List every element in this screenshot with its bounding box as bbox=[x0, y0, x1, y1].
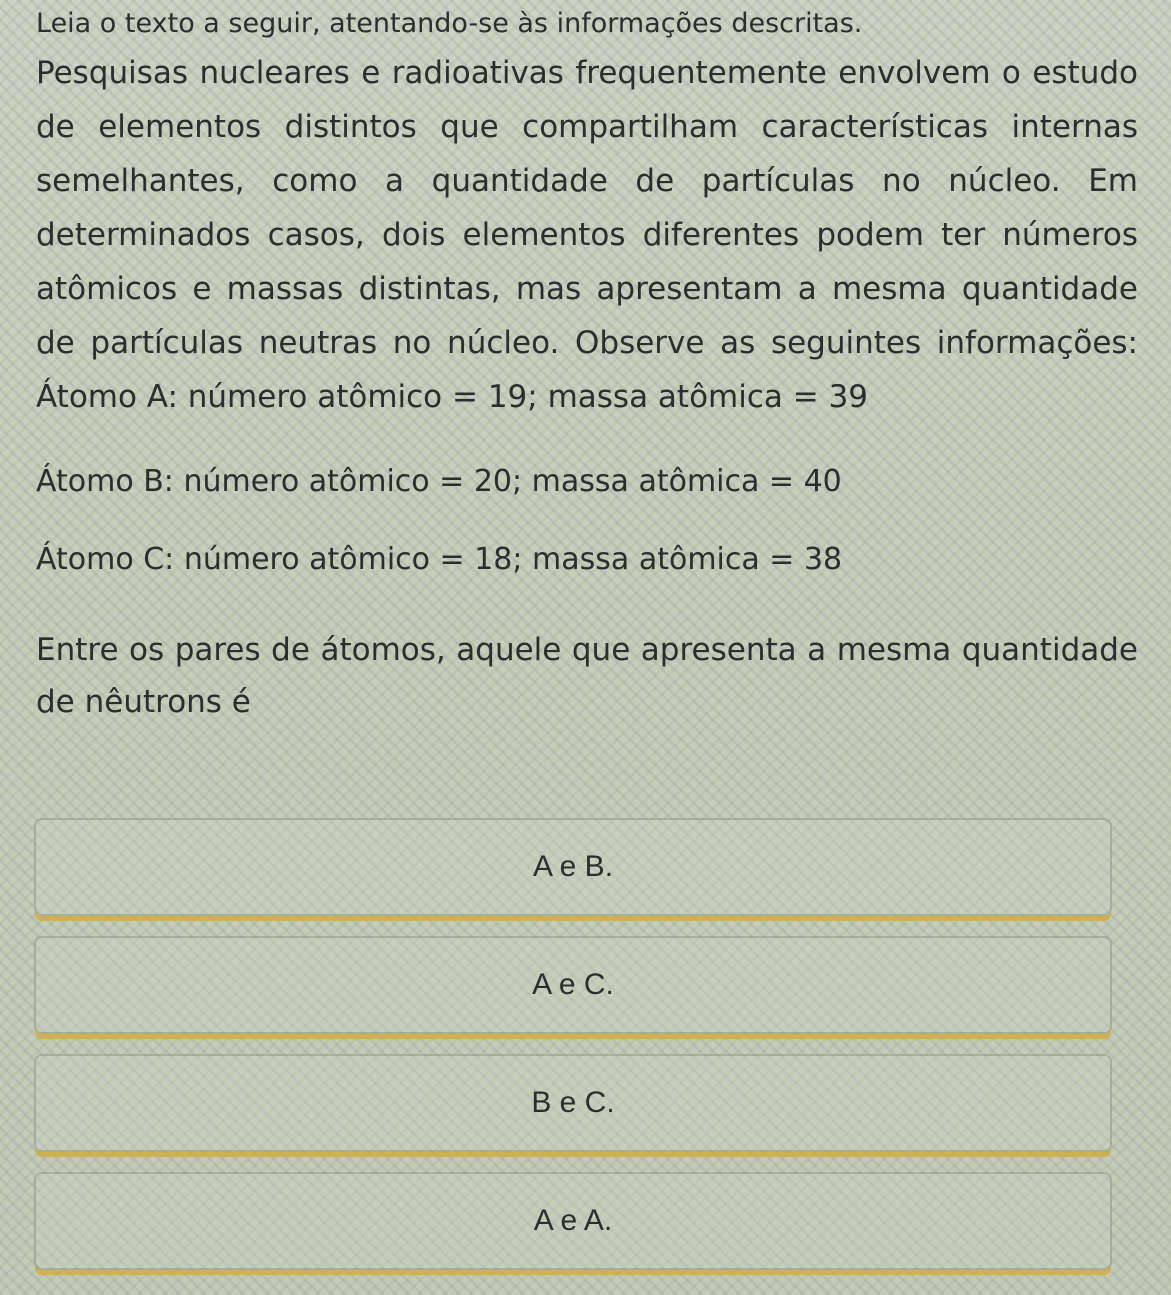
question-block bbox=[36, 6, 1138, 728]
answer-option-3[interactable] bbox=[34, 1054, 1112, 1152]
atom-c-info: Átomo C: número atômico = 18; massa atômica = 38 bbox=[36, 542, 843, 577]
question-prompt: Entre os pares de átomos, aquele que apresenta a mesma quantidade de nêutrons é bbox=[36, 632, 1138, 720]
answer-option-label: A e A. bbox=[533, 1204, 613, 1237]
answer-option-2[interactable] bbox=[34, 936, 1112, 1034]
answer-option-label: A e B. bbox=[532, 850, 614, 883]
answer-option-4[interactable] bbox=[34, 1172, 1112, 1270]
answer-option-label: A e C. bbox=[532, 968, 614, 1001]
answer-option-label: B e C. bbox=[531, 1086, 615, 1119]
question-instruction: Leia o texto a seguir, atentando-se às informações descritas. bbox=[36, 8, 863, 39]
answer-options bbox=[34, 818, 1112, 1290]
question-paragraph: Pesquisas nucleares e radioativas frequentemente envolvem o estudo de elementos distintos que compartilham características internas semelhantes, como a quantidade de partículas no núcleo. Em determinados casos, dois elementos diferentes podem ter números atômicos e massas distintas, mas apresentam a mesma quantidade de partículas neutras no núcleo. Observe as seguintes informações: Átomo A: número atômico = 19; massa atômica = 39 bbox=[36, 55, 1138, 415]
answer-option-1[interactable] bbox=[34, 818, 1112, 916]
atom-b-info: Átomo B: número atômico = 20; massa atômica = 40 bbox=[36, 464, 842, 499]
